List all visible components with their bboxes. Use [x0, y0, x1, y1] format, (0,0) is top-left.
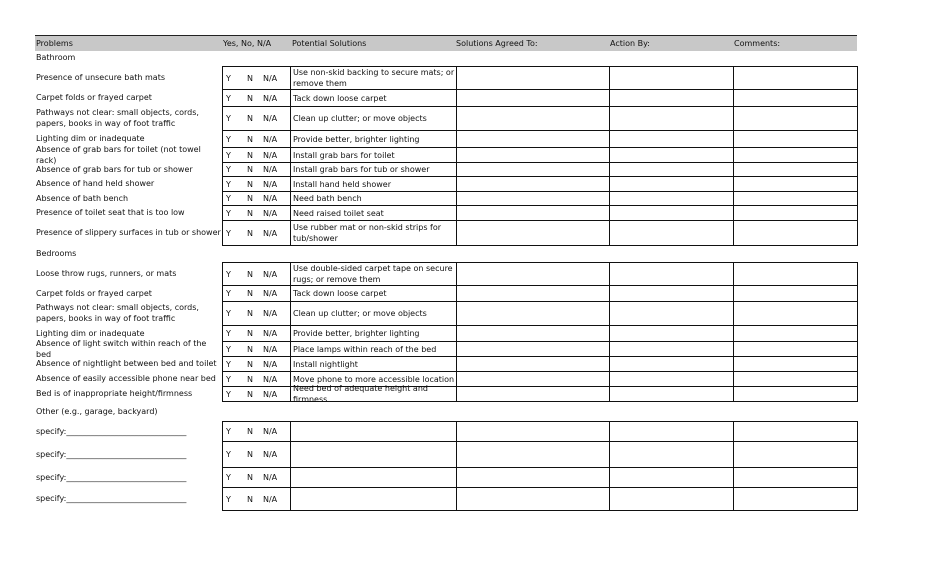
option-yes[interactable]: Y — [226, 165, 231, 174]
option-yes[interactable]: Y — [226, 450, 231, 459]
action-by-cell[interactable] — [609, 106, 734, 131]
solution-text: Tack down loose carpet — [293, 289, 387, 298]
potential-solution-cell — [290, 441, 457, 468]
option-no[interactable]: N — [247, 473, 253, 482]
action-by-cell[interactable] — [609, 356, 734, 372]
solution-text: Move phone to more accessible location — [293, 374, 455, 384]
action-by-cell[interactable] — [609, 66, 734, 90]
option-no[interactable]: N — [247, 208, 253, 218]
solution-text: Tack down loose carpet — [293, 93, 387, 103]
problem-text — [36, 356, 222, 371]
problem-text — [36, 162, 222, 176]
option-no[interactable]: N — [247, 450, 253, 459]
action-by-cell[interactable] — [609, 285, 734, 302]
option-no[interactable]: N — [247, 329, 253, 338]
solution-text: Clean up clutter; or move objects — [293, 114, 427, 123]
solution-text: Use rubber mat or non-skid strips for tub/shower — [293, 223, 442, 243]
option-no[interactable]: N — [247, 179, 253, 189]
potential-solution-cell — [290, 147, 457, 163]
potential-solution-cell — [290, 130, 457, 148]
yes-no-na-cell[interactable] — [222, 301, 291, 326]
option-no[interactable]: N — [247, 93, 253, 103]
solutions-agreed-cell[interactable] — [456, 467, 610, 488]
yes-no-na-cell[interactable] — [222, 205, 291, 221]
solutions-agreed-cell[interactable] — [456, 106, 610, 131]
option-yes[interactable]: Y — [226, 359, 231, 369]
solution-text: Provide better, brighter lighting — [293, 134, 420, 144]
yes-no-na-cell[interactable] — [222, 89, 291, 107]
problem-label: Bed is of inappropriate height/firmness — [36, 389, 193, 398]
header-problems: Problems — [36, 39, 73, 48]
action-by-cell[interactable] — [609, 421, 734, 442]
potential-solution-cell — [290, 205, 457, 221]
solutions-agreed-cell[interactable] — [456, 147, 610, 163]
action-by-cell[interactable] — [609, 467, 734, 488]
option-na[interactable]: N/A — [263, 134, 278, 144]
section-title: Other (e.g., garage, backyard) — [36, 407, 158, 416]
option-na[interactable]: N/A — [263, 309, 278, 318]
yes-no-na-cell[interactable] — [222, 130, 291, 148]
option-yes[interactable]: Y — [226, 208, 231, 218]
action-by-cell[interactable] — [609, 325, 734, 342]
problem-label: specify:______________________________ — [36, 449, 187, 459]
yes-no-na-cell[interactable] — [222, 325, 291, 342]
problem-label: Lighting dim or inadequate — [36, 328, 145, 338]
option-na[interactable]: N/A — [263, 208, 278, 218]
option-yes[interactable]: Y — [226, 134, 231, 144]
yes-no-na-cell[interactable] — [222, 66, 291, 90]
solution-text: Install grab bars for toilet — [293, 150, 395, 160]
option-no[interactable]: N — [247, 494, 253, 504]
option-no[interactable]: N — [247, 150, 253, 160]
comments-cell[interactable] — [733, 325, 858, 342]
comments-cell[interactable] — [733, 191, 858, 206]
problem-text — [36, 106, 222, 130]
problem-label: Absence of easily accessible phone near bed — [36, 374, 216, 383]
option-na[interactable]: N/A — [263, 114, 278, 123]
yes-no-na-cell[interactable] — [222, 371, 291, 387]
problem-text — [36, 176, 222, 191]
comments-cell[interactable] — [733, 341, 858, 357]
option-na[interactable]: N/A — [263, 269, 278, 279]
solutions-agreed-cell[interactable] — [456, 205, 610, 221]
option-yes[interactable]: Y — [226, 389, 231, 399]
option-no[interactable]: N — [247, 427, 253, 436]
potential-solution-cell — [290, 66, 457, 90]
solutions-agreed-cell[interactable] — [456, 325, 610, 342]
problem-text — [36, 220, 222, 245]
yes-no-na-cell[interactable] — [222, 147, 291, 163]
potential-solution-cell — [290, 106, 457, 131]
action-by-cell[interactable] — [609, 441, 734, 468]
option-no[interactable]: N — [247, 114, 253, 123]
action-by-cell[interactable] — [609, 301, 734, 326]
yes-no-na-cell[interactable] — [222, 341, 291, 357]
problem-label: Presence of toilet seat that is too low — [36, 208, 185, 217]
solutions-agreed-cell[interactable] — [456, 130, 610, 148]
option-na[interactable]: N/A — [263, 344, 278, 354]
solution-text: Provide better, brighter lighting — [293, 329, 420, 338]
problem-text — [36, 421, 222, 441]
yes-no-na-cell[interactable] — [222, 162, 291, 177]
option-yes[interactable]: Y — [226, 309, 231, 318]
option-no[interactable]: N — [247, 269, 253, 279]
solution-text: Need raised toilet seat — [293, 208, 384, 218]
comments-cell[interactable] — [733, 147, 858, 163]
action-by-cell[interactable] — [609, 130, 734, 148]
problem-text — [36, 262, 222, 285]
comments-cell[interactable] — [733, 130, 858, 148]
solutions-agreed-cell[interactable] — [456, 301, 610, 326]
comments-cell[interactable] — [733, 487, 858, 511]
yes-no-na-cell[interactable] — [222, 285, 291, 302]
solution-text: Install nightlight — [293, 359, 358, 369]
yes-no-na-cell[interactable] — [222, 191, 291, 206]
yes-no-na-cell[interactable] — [222, 487, 291, 511]
potential-solution-cell — [290, 176, 457, 192]
option-yes[interactable]: Y — [226, 150, 231, 160]
action-by-cell[interactable] — [609, 487, 734, 511]
solutions-agreed-cell[interactable] — [456, 191, 610, 206]
solutions-agreed-cell[interactable] — [456, 386, 610, 402]
option-na[interactable]: N/A — [263, 228, 278, 238]
option-na[interactable]: N/A — [263, 473, 278, 482]
comments-cell[interactable] — [733, 106, 858, 131]
comments-cell[interactable] — [733, 421, 858, 442]
problem-label: Pathways not clear: small objects, cords, papers, books in way of foot traffic — [36, 108, 199, 128]
solutions-agreed-cell[interactable] — [456, 262, 610, 286]
comments-cell[interactable] — [733, 386, 858, 402]
problem-text — [36, 191, 222, 205]
solutions-agreed-cell[interactable] — [456, 176, 610, 192]
option-na[interactable]: N/A — [263, 494, 278, 504]
problem-label: Carpet folds or frayed carpet — [36, 93, 152, 102]
option-no[interactable]: N — [247, 165, 253, 174]
comments-cell[interactable] — [733, 441, 858, 468]
yes-no-na-cell[interactable] — [222, 220, 291, 246]
option-no[interactable]: N — [247, 389, 253, 399]
action-by-cell[interactable] — [609, 162, 734, 177]
option-no[interactable]: N — [247, 134, 253, 144]
comments-cell[interactable] — [733, 301, 858, 326]
solutions-agreed-cell[interactable] — [456, 285, 610, 302]
problem-label: Presence of slippery surfaces in tub or shower — [36, 228, 221, 237]
potential-solution-cell — [290, 386, 457, 402]
header-comments: Comments: — [734, 39, 781, 48]
solutions-agreed-cell[interactable] — [456, 441, 610, 468]
action-by-cell[interactable] — [609, 341, 734, 357]
solution-text: Use double-sided carpet tape on secure rugs; or remove them — [293, 264, 453, 284]
potential-solution-cell — [290, 89, 457, 107]
problem-label: specify:______________________________ — [36, 472, 187, 482]
option-yes[interactable]: Y — [226, 93, 231, 103]
potential-solution-cell — [290, 301, 457, 326]
option-yes[interactable]: Y — [226, 374, 231, 384]
option-yes[interactable]: Y — [226, 179, 231, 189]
action-by-cell[interactable] — [609, 262, 734, 286]
option-yes[interactable]: Y — [226, 344, 231, 354]
action-by-cell[interactable] — [609, 205, 734, 221]
comments-cell[interactable] — [733, 205, 858, 221]
potential-solution-cell — [290, 220, 457, 246]
comments-cell[interactable] — [733, 220, 858, 246]
problem-label: Carpet folds or frayed carpet — [36, 288, 152, 298]
option-yes[interactable]: Y — [226, 427, 231, 436]
option-yes[interactable]: Y — [226, 114, 231, 123]
option-na[interactable]: N/A — [263, 93, 278, 103]
action-by-cell[interactable] — [609, 386, 734, 402]
problem-label: Absence of grab bars for toilet (not towel rack) — [36, 144, 201, 165]
solution-text: Need bath bench — [293, 194, 362, 203]
yes-no-na-cell[interactable] — [222, 441, 291, 468]
option-yes[interactable]: Y — [226, 194, 231, 203]
problem-label: Presence of unsecure bath mats — [36, 73, 166, 82]
option-no[interactable]: N — [247, 289, 253, 298]
option-na[interactable]: N/A — [263, 389, 278, 399]
potential-solution-cell — [290, 285, 457, 302]
problem-label: Absence of light switch within reach of the bed — [36, 338, 207, 359]
potential-solution-cell — [290, 325, 457, 342]
section-title: Bedrooms — [36, 249, 77, 258]
option-yes[interactable]: Y — [226, 269, 231, 279]
action-by-cell[interactable] — [609, 89, 734, 107]
option-na[interactable]: N/A — [263, 194, 278, 203]
solutions-agreed-cell[interactable] — [456, 341, 610, 357]
problem-label: Absence of hand held shower — [36, 179, 155, 188]
option-no[interactable]: N — [247, 228, 253, 238]
solution-text: Use non-skid backing to secure mats; or remove them — [293, 68, 455, 88]
solution-text: Place lamps within reach of the bed — [293, 344, 437, 354]
problem-text — [36, 144, 222, 165]
solutions-agreed-cell[interactable] — [456, 162, 610, 177]
potential-solution-cell — [290, 162, 457, 177]
yes-no-na-cell[interactable] — [222, 467, 291, 488]
comments-cell[interactable] — [733, 467, 858, 488]
comments-cell[interactable] — [733, 66, 858, 90]
option-na[interactable]: N/A — [263, 359, 278, 369]
yes-no-na-cell[interactable] — [222, 386, 291, 402]
option-yes[interactable]: Y — [226, 289, 231, 298]
option-na[interactable]: N/A — [263, 289, 278, 298]
yes-no-na-cell[interactable] — [222, 176, 291, 192]
potential-solution-cell — [290, 341, 457, 357]
problem-label: Pathways not clear: small objects, cords, papers, books in way of foot traffic — [36, 303, 199, 323]
yes-no-na-cell[interactable] — [222, 356, 291, 372]
yes-no-na-cell[interactable] — [222, 262, 291, 286]
problem-label: Lighting dim or inadequate — [36, 134, 145, 143]
table-header — [35, 35, 857, 51]
problem-label: specify:______________________________ — [36, 494, 187, 503]
option-yes[interactable]: Y — [226, 473, 231, 482]
header-potential-solutions: Potential Solutions — [292, 39, 367, 48]
potential-solution-cell — [290, 356, 457, 372]
yes-no-na-cell[interactable] — [222, 421, 291, 442]
option-yes[interactable]: Y — [226, 494, 231, 504]
option-no[interactable]: N — [247, 73, 253, 83]
header-action-by: Action By: — [610, 39, 650, 48]
option-na[interactable]: N/A — [263, 165, 278, 174]
comments-cell[interactable] — [733, 285, 858, 302]
option-yes[interactable]: Y — [226, 73, 231, 83]
option-na[interactable]: N/A — [263, 179, 278, 189]
solutions-agreed-cell[interactable] — [456, 371, 610, 387]
solution-text: Need bed of adequate height and firmness — [293, 384, 428, 404]
solutions-agreed-cell[interactable] — [456, 66, 610, 90]
action-by-cell[interactable] — [609, 371, 734, 387]
option-na[interactable]: N/A — [263, 374, 278, 384]
potential-solution-cell — [290, 262, 457, 286]
problem-text — [36, 89, 222, 106]
section-title: Bathroom — [36, 53, 76, 62]
problem-label: Absence of bath bench — [36, 193, 129, 203]
action-by-cell[interactable] — [609, 147, 734, 163]
comments-cell[interactable] — [733, 176, 858, 192]
problem-text — [36, 285, 222, 301]
solutions-agreed-cell[interactable] — [456, 89, 610, 107]
comments-cell[interactable] — [733, 371, 858, 387]
option-na[interactable]: N/A — [263, 329, 278, 338]
yes-no-na-cell[interactable] — [222, 106, 291, 131]
problem-text — [36, 301, 222, 325]
option-no[interactable]: N — [247, 374, 253, 384]
comments-cell[interactable] — [733, 162, 858, 177]
comments-cell[interactable] — [733, 356, 858, 372]
problem-text — [36, 441, 222, 467]
potential-solution-cell — [290, 467, 457, 488]
option-na[interactable]: N/A — [263, 450, 278, 459]
problem-text — [36, 386, 222, 401]
solutions-agreed-cell[interactable] — [456, 220, 610, 246]
solutions-agreed-cell[interactable] — [456, 356, 610, 372]
comments-cell[interactable] — [733, 262, 858, 286]
option-no[interactable]: N — [247, 344, 253, 354]
option-no[interactable]: N — [247, 309, 253, 318]
option-no[interactable]: N — [247, 359, 253, 369]
option-na[interactable]: N/A — [263, 150, 278, 160]
solution-text: Install grab bars for tub or shower — [293, 165, 430, 174]
option-yes[interactable]: Y — [226, 329, 231, 338]
problem-text — [36, 338, 222, 359]
action-by-cell[interactable] — [609, 176, 734, 192]
solution-text: Clean up clutter; or move objects — [293, 309, 427, 318]
option-yes[interactable]: Y — [226, 228, 231, 238]
problem-text — [36, 371, 222, 386]
option-no[interactable]: N — [247, 194, 253, 203]
solution-text: Install hand held shower — [293, 179, 392, 189]
comments-cell[interactable] — [733, 89, 858, 107]
problem-label: specify:______________________________ — [36, 426, 187, 436]
potential-solution-cell — [290, 487, 457, 511]
option-na[interactable]: N/A — [263, 427, 278, 436]
header-solutions-agreed: Solutions Agreed To: — [456, 39, 538, 48]
header-yes-no: Yes, No, N/A — [223, 39, 272, 48]
problem-text — [36, 467, 222, 487]
problem-label: Absence of grab bars for tub or shower — [36, 164, 193, 174]
problem-text — [36, 487, 222, 510]
potential-solution-cell — [290, 191, 457, 206]
action-by-cell[interactable] — [609, 220, 734, 246]
option-na[interactable]: N/A — [263, 73, 278, 83]
solutions-agreed-cell[interactable] — [456, 421, 610, 442]
potential-solution-cell — [290, 421, 457, 442]
problem-text — [36, 66, 222, 89]
problem-label: Absence of nightlight between bed and toilet — [36, 359, 217, 368]
problem-label: Loose throw rugs, runners, or mats — [36, 269, 177, 278]
action-by-cell[interactable] — [609, 191, 734, 206]
problem-text — [36, 205, 222, 220]
solutions-agreed-cell[interactable] — [456, 487, 610, 511]
